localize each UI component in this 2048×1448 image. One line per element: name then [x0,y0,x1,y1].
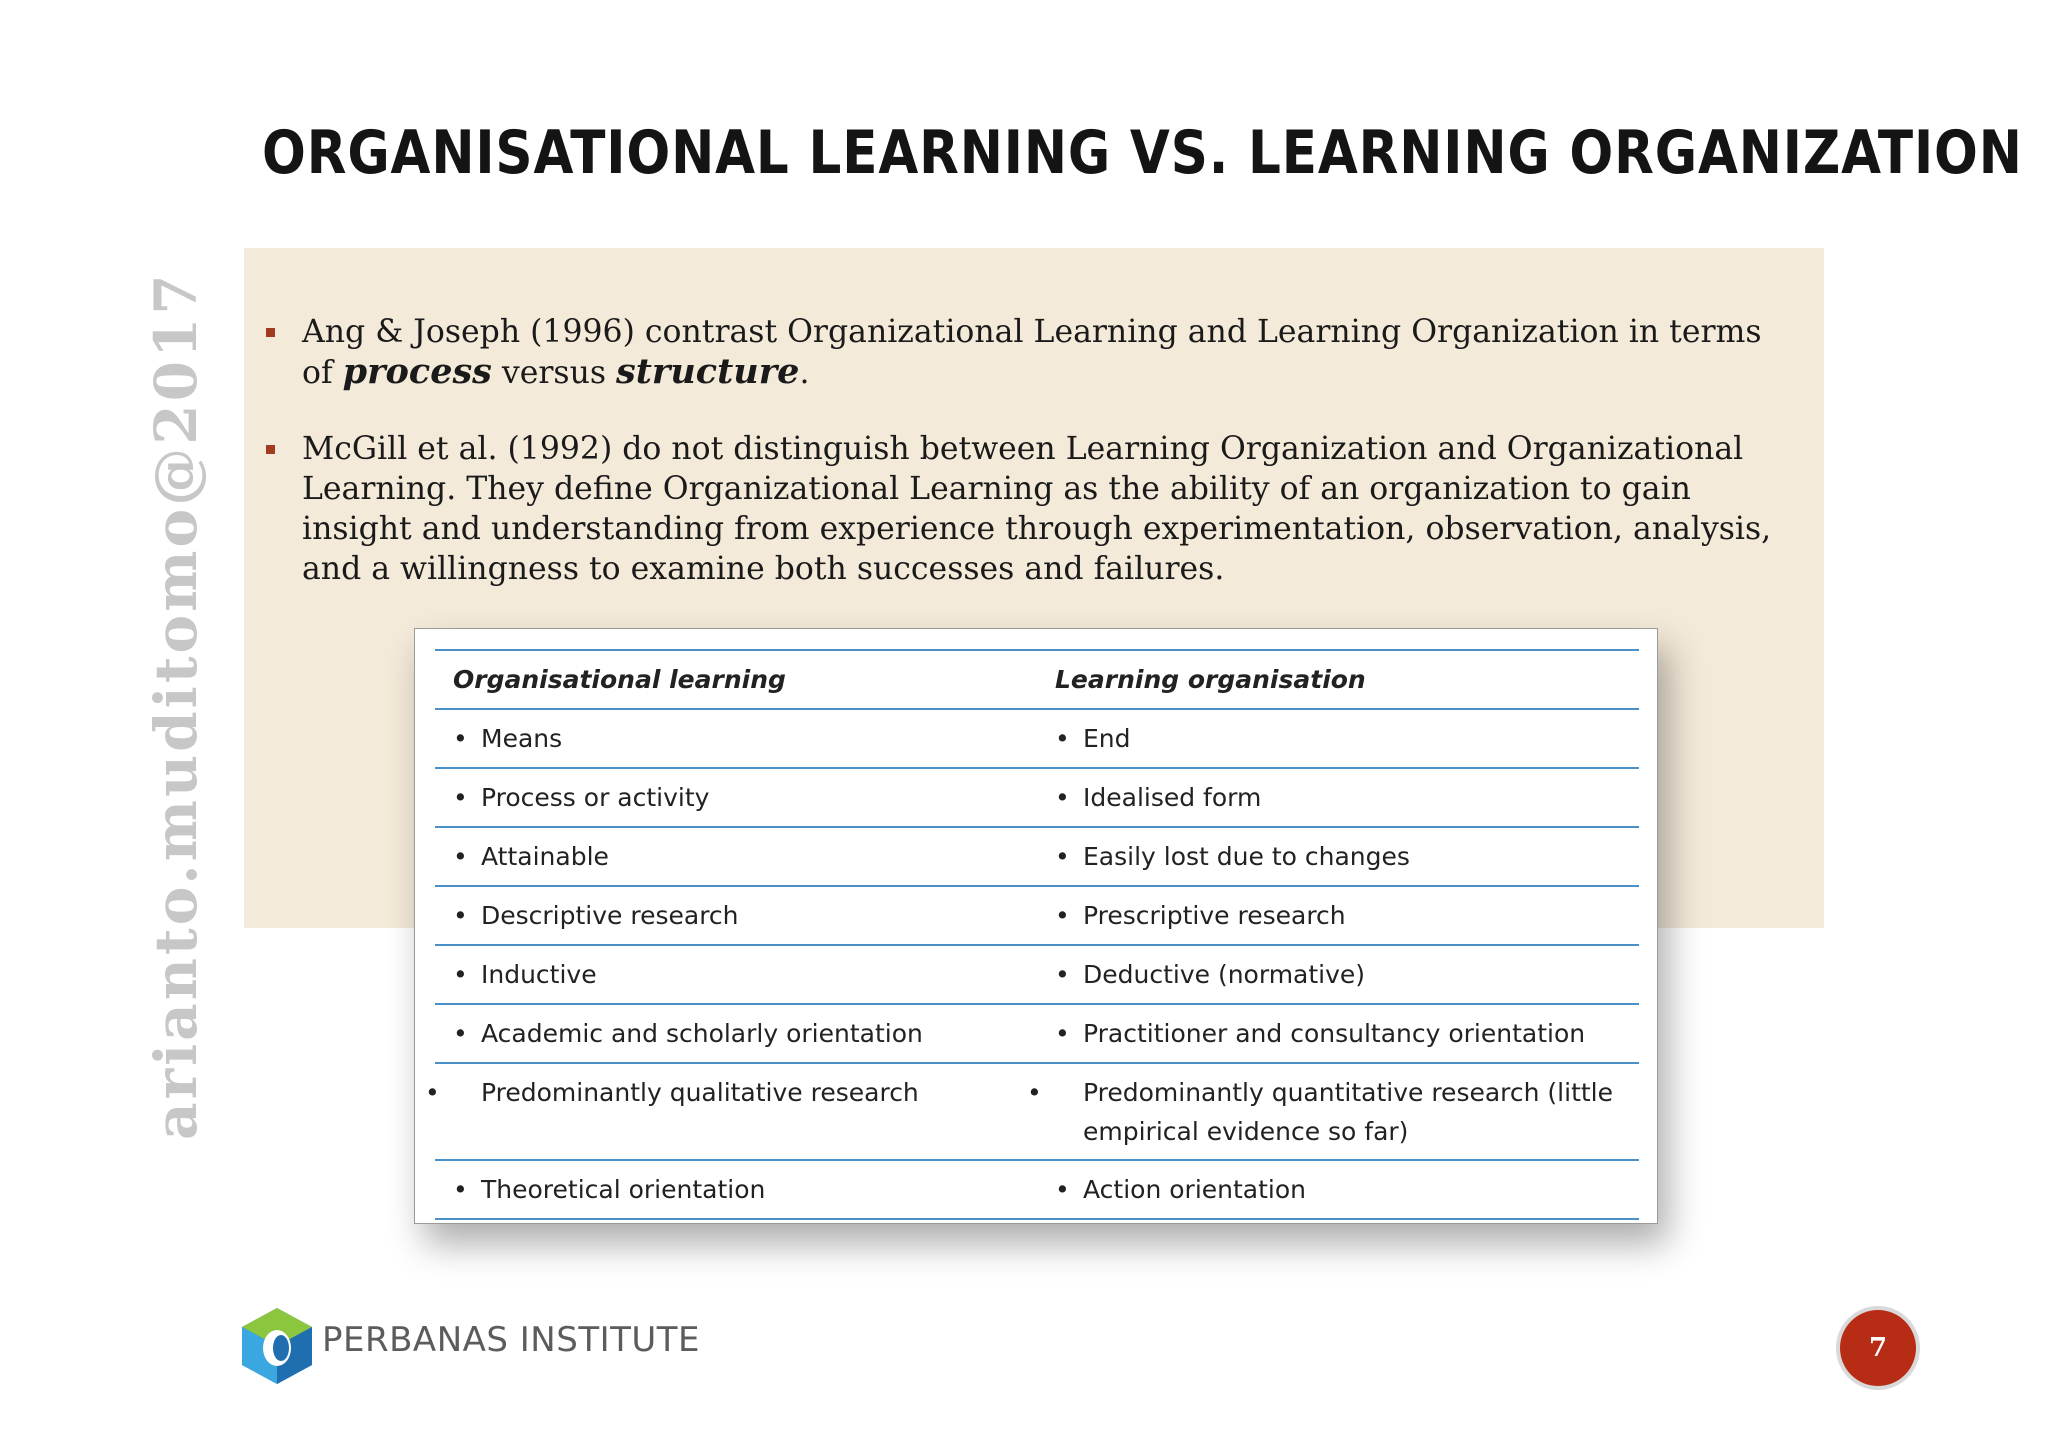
table-cell [1037,709,1639,768]
bullet-dot-icon: • [453,1019,468,1048]
comparison-table [425,649,1639,1220]
bullet-dot-icon: • [453,1175,468,1204]
table-row [435,1160,1639,1219]
bullet-dot-icon: • [1055,724,1070,753]
cell-text: Theoretical orientation [481,1175,766,1204]
page-number-badge [1840,1310,1916,1386]
emphasis-process: process [342,351,492,392]
bullet-text: McGill et al. (1992) do not distinguish between Learning Organization and Organizational Learning. They define Organizational Learning as the ability of an organization to gain insight and understanding from experience through experimentation, observation, analysis, and a willingness to examine both successes and failures. [302,431,1772,587]
column-header: Learning organisation [1037,650,1639,709]
cell-text: Means [481,724,563,753]
comparison-table-frame [414,628,1658,1224]
bullet-dot-icon: • [1055,1175,1070,1204]
cell-text: Easily lost due to changes [1083,842,1410,871]
table-row [435,945,1639,1004]
table-cell [1037,827,1639,886]
table-cell [435,768,1037,827]
table-cell [435,709,1037,768]
cell-text: Prescriptive research [1083,901,1346,930]
cell-text: Deductive (normative) [1083,960,1366,989]
table-cell [425,1063,1037,1160]
cell-text: Idealised form [1083,783,1262,812]
cell-text: Academic and scholarly orientation [481,1019,923,1048]
cell-text: Descriptive research [481,901,739,930]
table-cell [1037,886,1639,945]
table-row [435,827,1639,886]
bullet-dot-icon: • [453,724,468,753]
bullet-dot-icon: • [453,842,468,871]
bullet-list [262,312,1802,625]
square-bullet-icon [266,328,275,337]
slide-title: ORGANISATIONAL LEARNING VS. LEARNING ORGANIZATION [262,118,2023,188]
table-cell [1037,1004,1639,1063]
table-cell [435,945,1037,1004]
cell-text: Inductive [481,960,597,989]
square-bullet-icon [266,445,275,454]
cell-text: Practitioner and consultancy orientation [1083,1019,1586,1048]
bullet-text: versus [491,355,617,391]
bullet-dot-icon: • [1027,1078,1042,1107]
table-cell [435,1004,1037,1063]
bullet-dot-icon: • [1055,842,1070,871]
table-row [435,1063,1639,1160]
table-cell [435,886,1037,945]
column-header: Organisational learning [435,650,1037,709]
bullet-dot-icon: • [1055,960,1070,989]
table-cell [435,1160,1037,1219]
bullet-item [262,312,1802,393]
bullet-dot-icon: • [453,960,468,989]
bullet-dot-icon: • [1055,901,1070,930]
bullet-text: Ang & Joseph (1996) contrast Organizational Learning and Learning Organization in terms of [302,314,1762,391]
footer-brand: PERBANAS INSTITUTE [322,1320,701,1360]
cell-text: Process or activity [481,783,710,812]
perbanas-logo-icon [240,1306,314,1386]
table-row [435,886,1639,945]
table-cell [1037,768,1639,827]
table-row [435,709,1639,768]
table-row [435,1004,1639,1063]
bullet-text: . [799,355,810,391]
bullet-dot-icon: • [1055,783,1070,812]
watermark: arianto.muditomo@2017 [142,271,210,1140]
emphasis-structure: structure [616,351,800,392]
bullet-dot-icon: • [453,901,468,930]
cell-text: Predominantly quantitative research (little empirical evidence so far) [1083,1078,1614,1146]
table-row [435,768,1639,827]
table-cell [1027,1063,1639,1160]
table-cell [1037,945,1639,1004]
page-number: 7 [1868,1333,1888,1363]
bullet-dot-icon: • [453,783,468,812]
bullet-dot-icon: • [425,1078,440,1107]
table-cell [1037,1160,1639,1219]
table-cell [435,827,1037,886]
table-header-row [435,650,1639,709]
cell-text: Action orientation [1083,1175,1306,1204]
cell-text: End [1083,724,1131,753]
bullet-item [262,429,1802,589]
bullet-dot-icon: • [1055,1019,1070,1048]
cell-text: Predominantly qualitative research [481,1078,919,1107]
cell-text: Attainable [481,842,609,871]
